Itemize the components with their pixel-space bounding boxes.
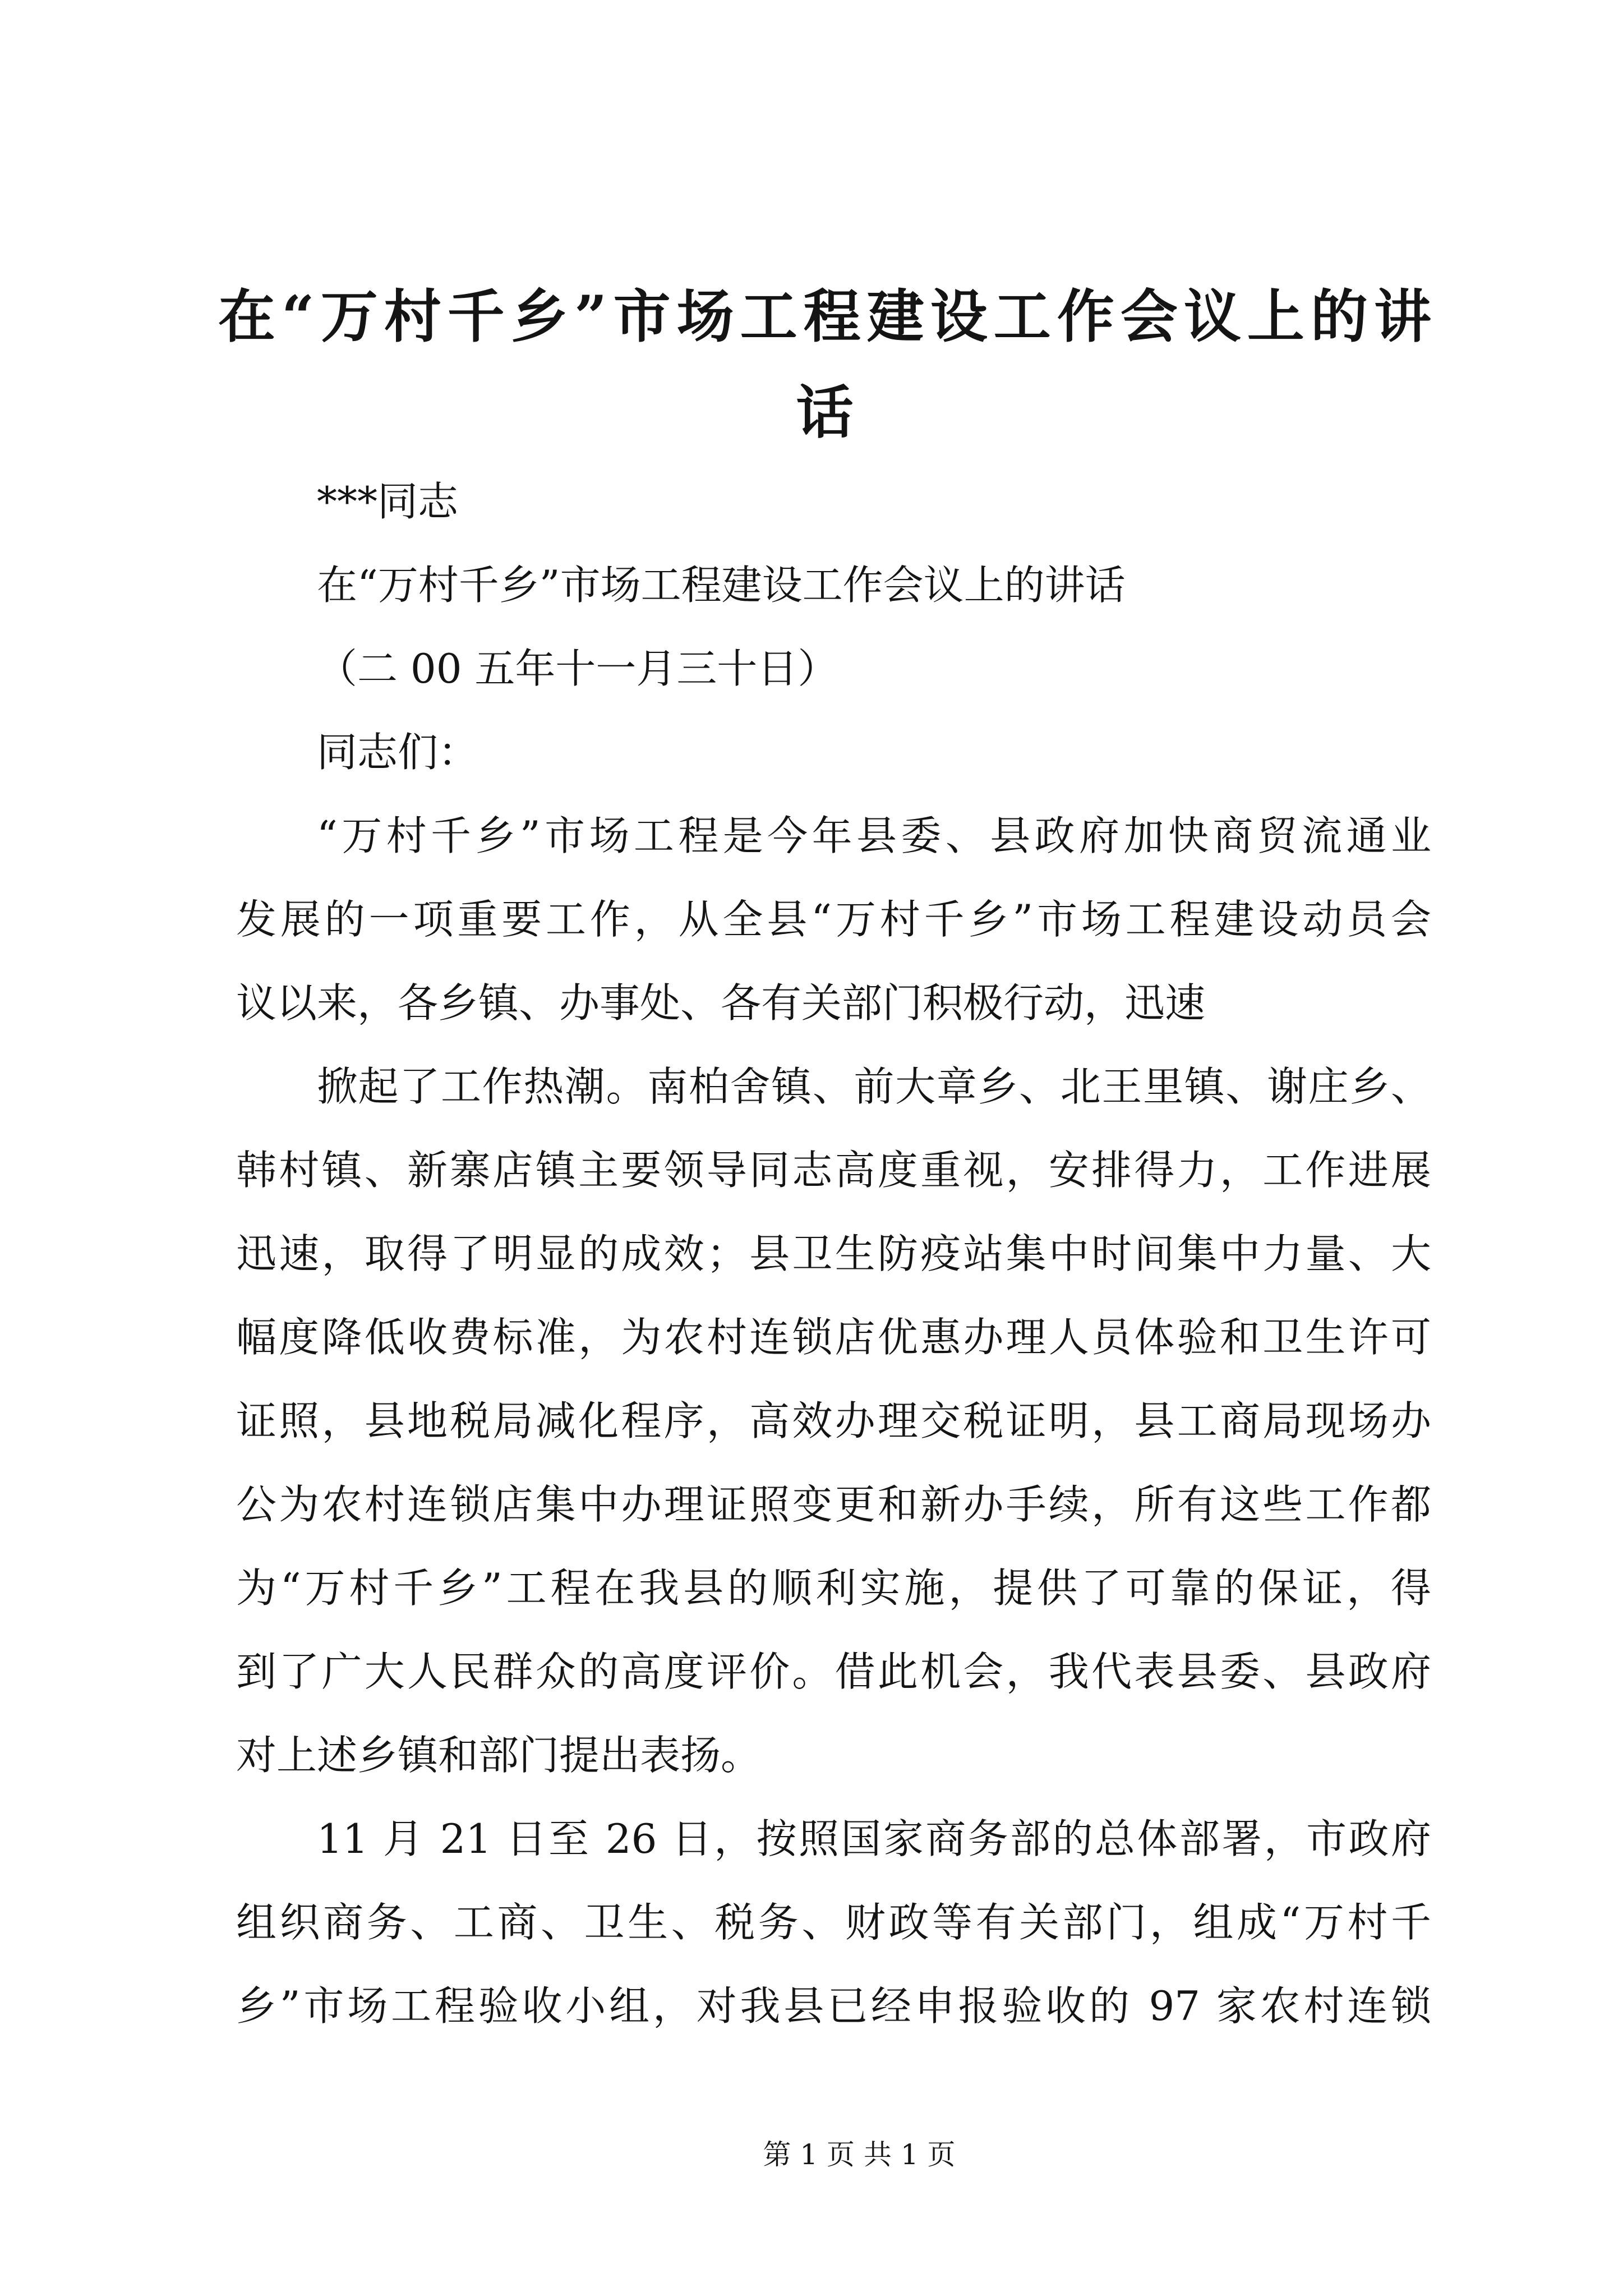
title-line: 在“万村千乡”市场工程建设工作会议上的讲 <box>218 283 1431 351</box>
paragraph-line: 迅速，取得了明显的成效；县卫生防疫站集中时间集中力量、大 <box>236 1230 1431 1277</box>
speech-date: （二 00 五年十一月三十日） <box>317 645 838 692</box>
paragraph <box>236 794 1431 1045</box>
paragraph-line: 公为农村连锁店集中办理证照变更和新办手续，所有这些工作都 <box>236 1481 1431 1528</box>
salutation: 同志们： <box>317 729 479 776</box>
paragraph <box>236 1797 1431 2048</box>
paragraph-line: “万村千乡”市场工程是今年县委、县政府加快商贸流通业 <box>317 812 1431 859</box>
paragraph-line: 为“万村千乡”工程在我县的顺利实施，提供了可靠的保证，得 <box>236 1565 1431 1612</box>
title-line: 话 <box>796 379 854 447</box>
paragraph-line: 议以来，各乡镇、办事处、各有关部门积极行动，迅速 <box>236 979 1206 1027</box>
paragraph-line: 幅度降低收费标准，为农村连锁店优惠办理人员体验和卫生许可 <box>236 1314 1431 1361</box>
paragraph-line: 到了广大人民群众的高度评价。借此机会，我代表县委、县政府 <box>236 1648 1431 1695</box>
paragraph-line: 11 月 21 日至 26 日，按照国家商务部的总体部署，市政府 <box>317 1815 1431 1862</box>
paragraph-line: 韩村镇、新寨店镇主要领导同志高度重视，安排得力，工作进展 <box>236 1147 1431 1194</box>
paragraph-line: 乡”市场工程验收小组，对我县已经申报验收的 97 家农村连锁 <box>236 1982 1431 2030</box>
paragraph-line: 证照，县地税局减化程序，高效办理交税证明，县工商局现场办 <box>236 1397 1431 1444</box>
paragraph <box>236 1045 1431 1797</box>
speaker-name: ***同志 <box>317 478 459 525</box>
paragraph-line: 对上述乡镇和部门提出表扬。 <box>236 1732 762 1779</box>
page-footer: 第 1 页 共 1 页 <box>763 2138 956 2171</box>
paragraph-line: 掀起了工作热潮。南柏舍镇、前大章乡、北王里镇、谢庄乡、 <box>317 1063 1431 1110</box>
document-body <box>236 460 1431 2048</box>
paragraph-line: 发展的一项重要工作，从全县“万村千乡”市场工程建设动员会 <box>236 896 1431 943</box>
page-title <box>218 269 1431 461</box>
speech-subtitle: 在“万村千乡”市场工程建设工作会议上的讲话 <box>317 562 1126 609</box>
paragraph-line: 组织商务、工商、卫生、税务、财政等有关部门，组成“万村千 <box>236 1899 1431 1946</box>
